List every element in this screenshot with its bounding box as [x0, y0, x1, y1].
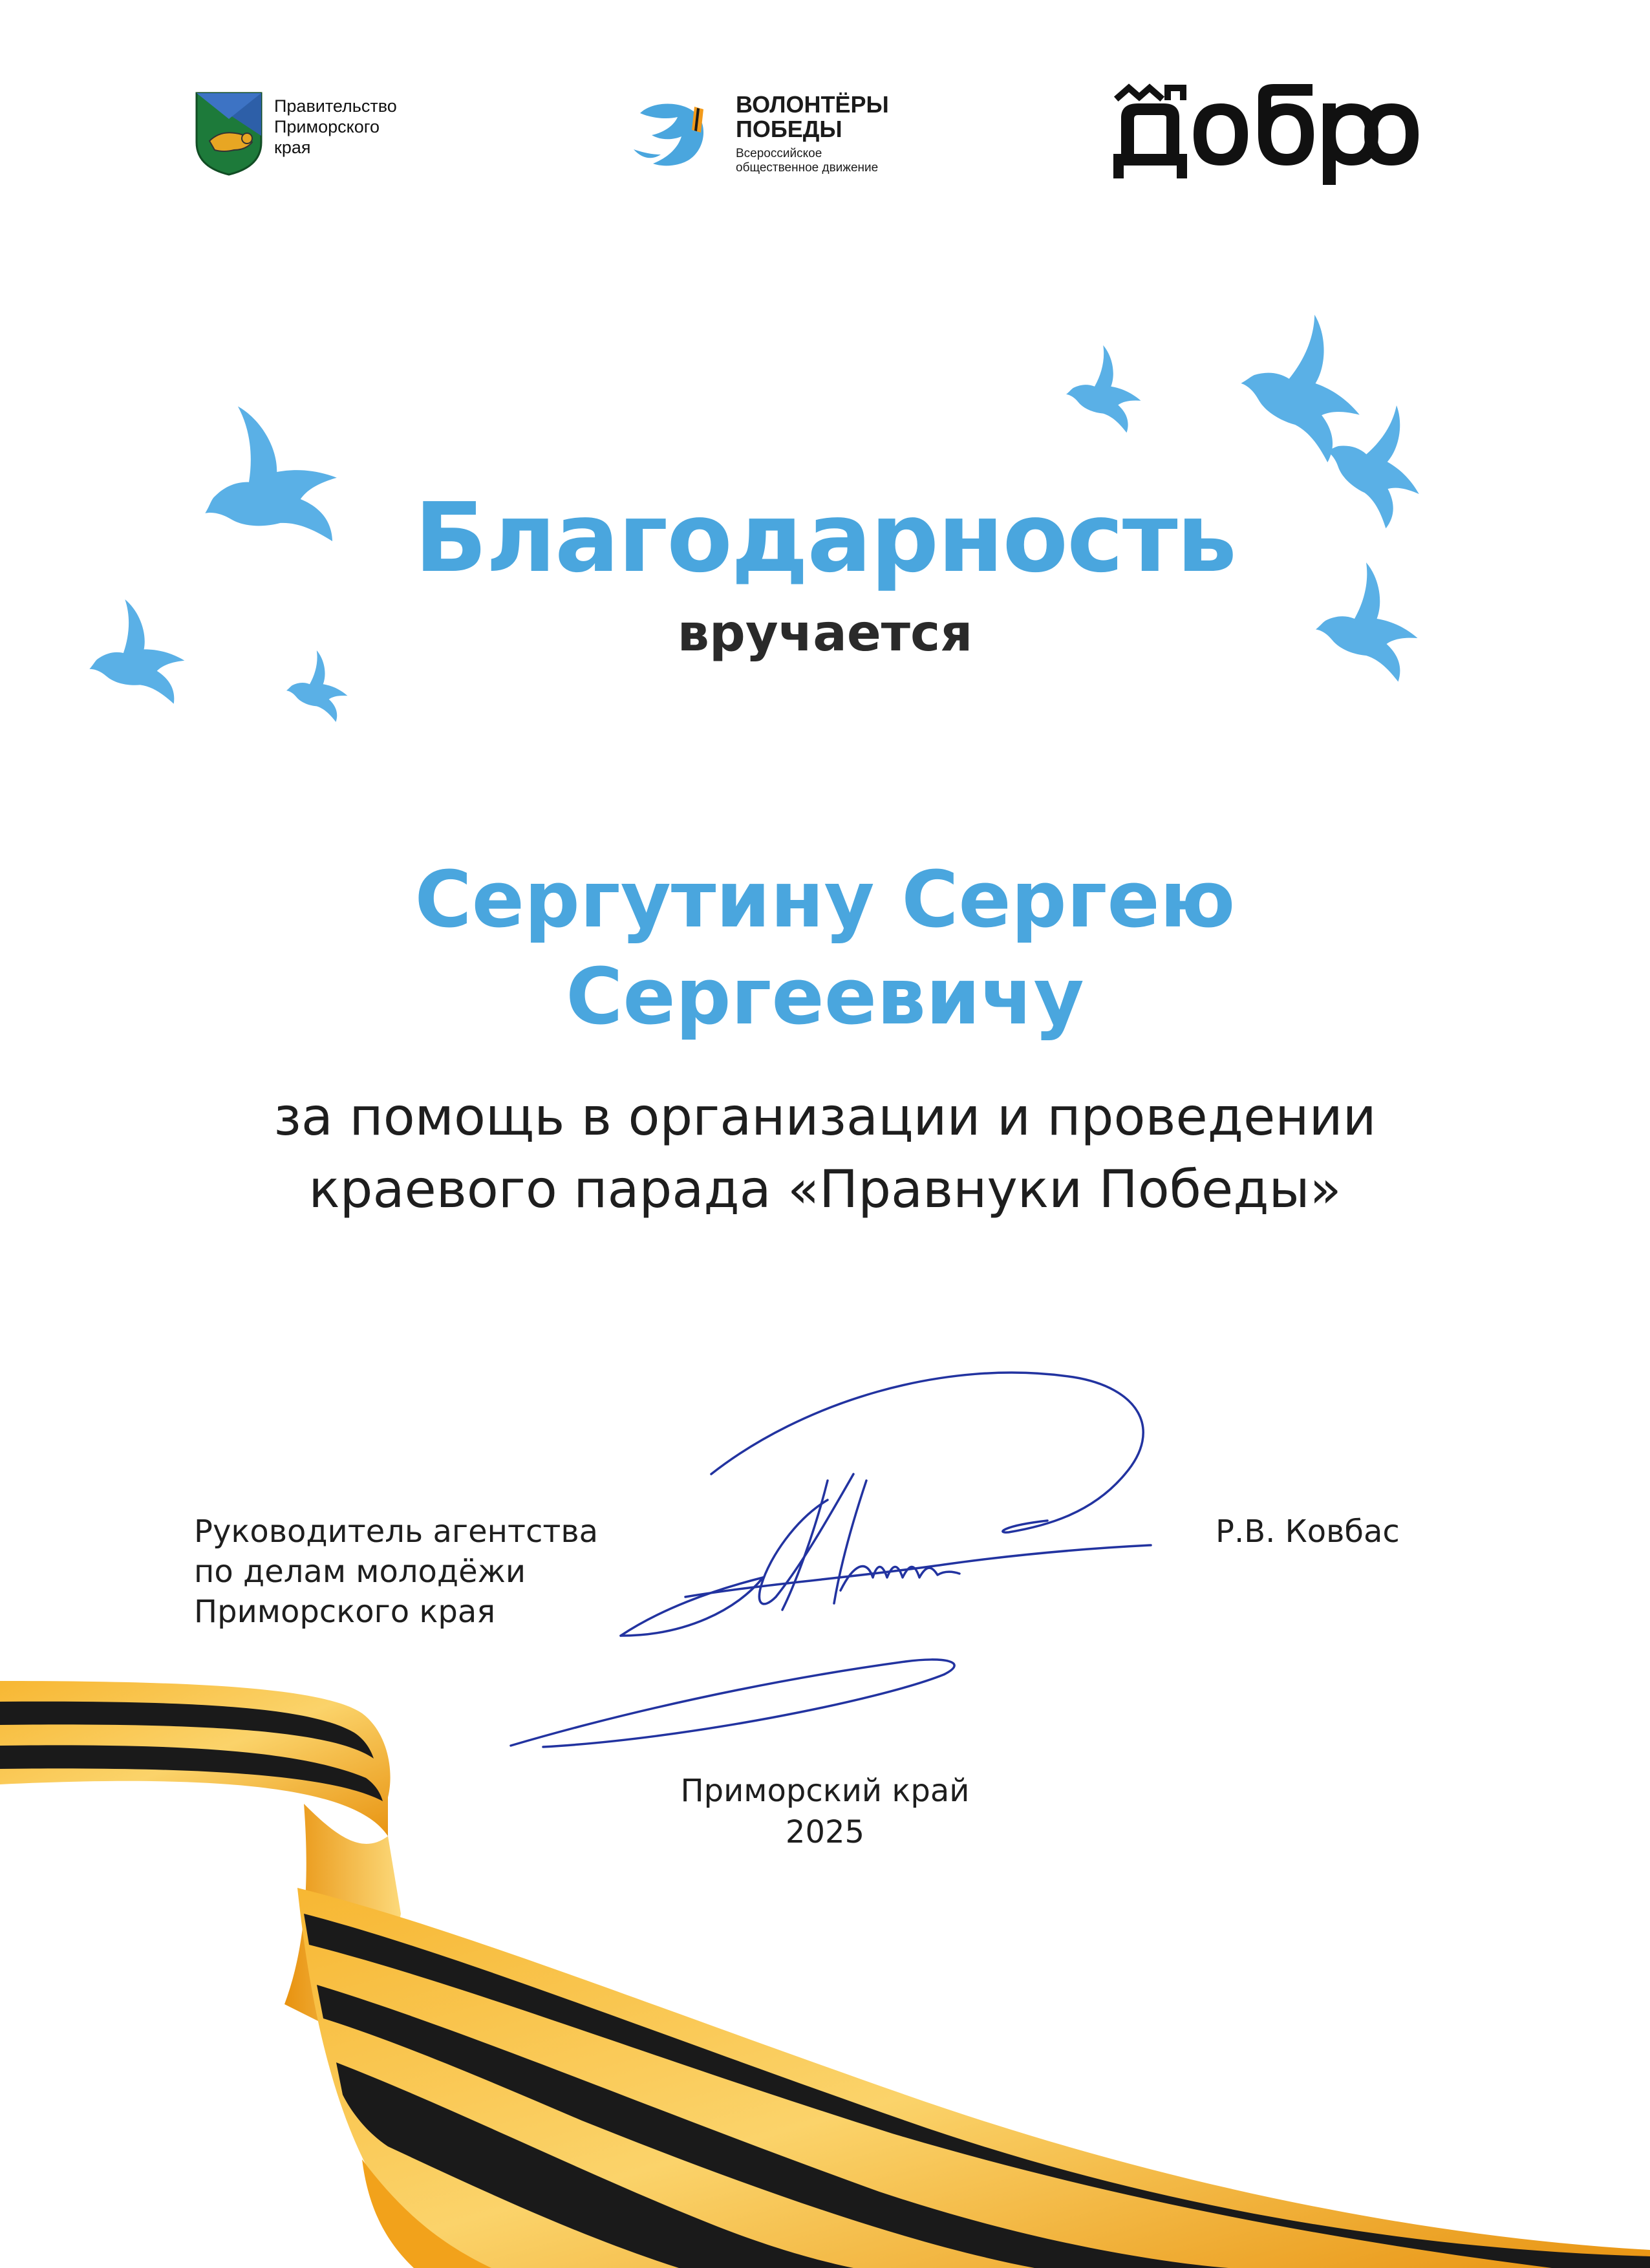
place-and-year — [0, 1770, 1650, 1853]
place: Приморский край — [680, 1773, 970, 1809]
volunteers-title-line: ВОЛОНТЁРЫ — [736, 91, 889, 118]
handwritten-signature — [491, 1351, 1177, 1752]
award-reason-line: за помощь в организации и проведении — [273, 1087, 1377, 1147]
year: 2025 — [785, 1814, 865, 1850]
volunteers-subtitle-line: Всероссийское — [736, 147, 822, 160]
signatory-position-line: по делам молодёжи — [194, 1554, 526, 1590]
award-reason — [0, 1081, 1650, 1226]
volunteers-subtitle — [736, 147, 878, 175]
government-logo — [194, 91, 466, 181]
volunteers-of-victory-logo — [627, 87, 912, 184]
volunteers-title — [736, 92, 889, 142]
recipient-name-line: Сергутину Сергею — [414, 855, 1236, 945]
government-name — [274, 96, 397, 158]
certificate-title: Благодарность — [414, 482, 1236, 594]
dobro-logo — [1112, 78, 1422, 187]
volunteers-subtitle-line: общественное движение — [736, 161, 879, 175]
dove-icon — [1230, 305, 1376, 467]
dove-icon — [1066, 345, 1141, 433]
signatory-position-line: Руководитель агентства — [194, 1514, 599, 1550]
recipient-name-line: Сергеевичу — [566, 952, 1084, 1042]
government-name-line: края — [274, 138, 311, 157]
signatory-name: Р.В. Ковбас — [1216, 1514, 1400, 1550]
government-name-line: Приморского — [274, 117, 380, 136]
award-reason-line: краевого парада «Правнуки Победы» — [308, 1159, 1342, 1219]
volunteers-title-line: ПОБЕДЫ — [736, 116, 842, 142]
certificate-subtitle: вручается — [677, 604, 973, 663]
signatory-position-line: Приморского края — [194, 1594, 496, 1630]
primorye-emblem-icon — [194, 91, 264, 177]
recipient-name — [0, 852, 1650, 1046]
volunteers-dove-icon — [627, 87, 724, 184]
government-name-line: Правительство — [274, 96, 397, 116]
